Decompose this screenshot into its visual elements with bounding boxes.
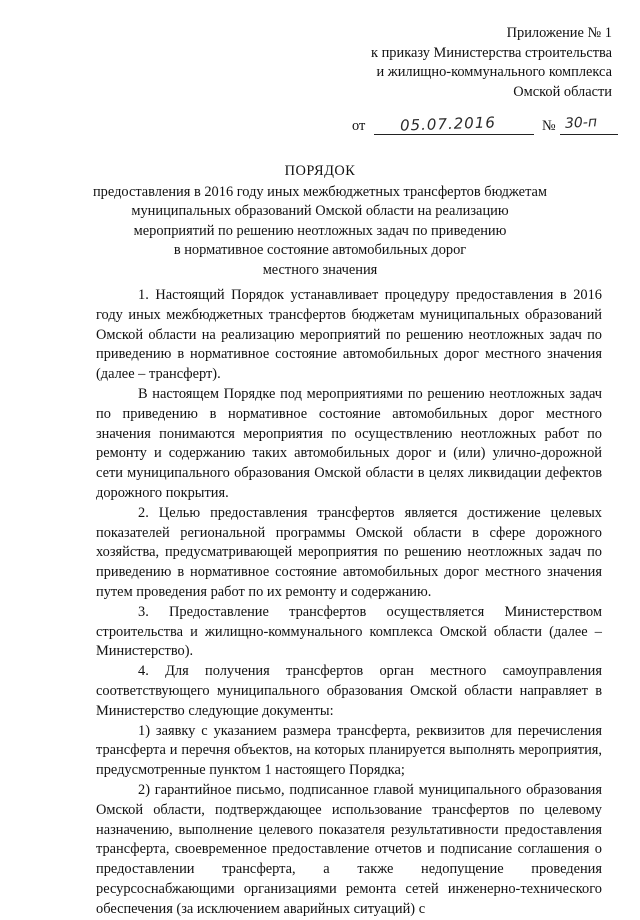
paragraph-2: 2. Целью предоставления трансфертов является достижение целевых показателей региональной программы Омской области в сфере дорожного хозяйства, предусматривающей мероприятия по решению неотложных задач по приведению в нормативное состояние автомобильных дорог местного значения путем проведения работ по их ремонту и содержанию.	[96, 504, 602, 600]
document-title	[70, 162, 570, 281]
annex-region-line: Омской области	[513, 83, 612, 100]
annex-number: Приложение № 1	[506, 25, 612, 41]
paragraph-1: 1. Настоящий Порядок устанавливает процедуру предоставления в 2016 году иных межбюджетных трансфертов бюджетам муниципальных образований Омской области на реализацию мероприятий по решению неотложных задач по приведению в нормативное состояние автомобильных дорог местного значения (далее – трансферт).	[96, 287, 602, 383]
number-underline	[560, 134, 618, 135]
order-date-number-line	[352, 113, 622, 140]
date-underline	[374, 134, 534, 135]
title-line-1: предоставления в 2016 году иных межбюджетных трансфертов бюджетам	[92, 183, 548, 200]
annex-order-line: к приказу Министерства строительства	[371, 44, 612, 61]
paragraph-4-item-2: 2) гарантийное письмо, подписанное главой муниципального образования Омской области, подтверждающее использование трансфертов по целевому назначению, выполнение целевого показателя результативности предоставления трансферта, своевременное предоставление отчетов и подписание соглашения о предоставлении трансферта, а также недопущение проведения ресурсоснабжающими организациями ремонта сетей инженерно-технического обеспечения (за исключением аварийных ситуаций) с	[96, 781, 602, 917]
annex-header	[371, 24, 612, 102]
paragraph-4: 4. Для получения трансфертов орган местного самоуправления соответствующего муниципального образования Омской области направляет в Министерство следующие документы:	[96, 663, 602, 719]
title-line-2: муниципальных образований Омской области на реализацию	[131, 203, 509, 220]
title-heading: ПОРЯДОК	[284, 163, 356, 179]
title-line-4: в нормативное состояние автомобильных дорог	[173, 242, 467, 259]
document-body	[96, 286, 602, 920]
from-label: от	[352, 118, 366, 134]
paragraph-3: 3. Предоставление трансфертов осуществляется Министерством строительства и жилищно-коммунального комплекса Омской области (далее – Министерство).	[96, 603, 602, 660]
handwritten-date: 05.07.2016	[399, 113, 497, 135]
paragraph-4-item-1: 1) заявку с указанием размера трансферта, реквизитов для перечисления трансферта и перечня объектов, на которых планируется выполнять мероприятия, предусмотренные пунктом 1 настоящего Порядка;	[96, 722, 602, 779]
paragraph-1-definition: В настоящем Порядке под мероприятиями по решению неотложных задач по приведению в нормативное состояние автомобильных дорог местного значения понимаются мероприятия по осуществлению неотложных работ по ремонту и содержанию таких автомобильных дорог и (или) улично-дорожной сети муниципального образования Омской области в целях ликвидации дефектов дорожного покрытия.	[96, 385, 602, 501]
title-line-3: мероприятий по решению неотложных задач по приведению	[133, 222, 507, 239]
title-line-5: местного значения	[262, 261, 378, 278]
number-label: №	[542, 118, 556, 134]
handwritten-number: 30-п	[564, 114, 598, 132]
annex-ministry-line: и жилищно-коммунального комплекса	[376, 64, 612, 81]
